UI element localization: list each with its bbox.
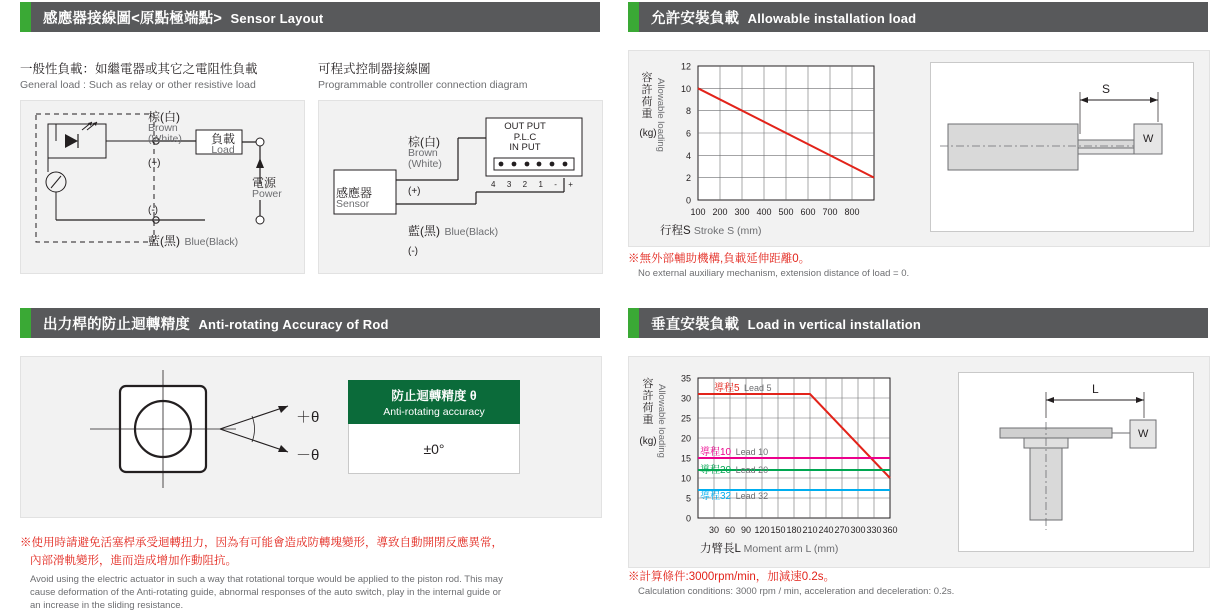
anti-rotating-diagram	[20, 356, 340, 516]
x-axis-cn-text: 行程S	[660, 225, 691, 237]
svg-text:500: 500	[778, 207, 794, 217]
svg-text:30: 30	[708, 525, 720, 535]
panel-title-allowable-load	[639, 7, 916, 28]
legend-lead-20-en: Lead 20	[735, 465, 769, 475]
svg-text:35: 35	[680, 373, 691, 384]
blue-black-label-left	[148, 232, 238, 250]
terminal-2: 2	[522, 180, 528, 189]
svg-text:8: 8	[685, 106, 691, 117]
theta-minus-label: －θ	[296, 447, 320, 464]
brown-white-label-right	[408, 137, 442, 170]
svg-text:12: 12	[680, 61, 691, 72]
terminal-plus: +	[568, 180, 573, 189]
terminal-minus: -	[554, 180, 557, 189]
legend-lead-10-cn: 導程10	[700, 447, 732, 458]
stroke-dimension-label: S	[1102, 82, 1111, 96]
general-load-caption-cn: 一般性負載：如繼電器或其它之電阻性負載	[20, 62, 258, 76]
anti-rotating-note	[20, 534, 602, 612]
plc-labels	[490, 122, 560, 154]
brown-white-label-left	[148, 112, 182, 145]
plc-caption-en: Programmable controller connection diagram	[318, 79, 528, 91]
panel-title-en: Allowable installation load	[747, 10, 917, 26]
load-box-label	[200, 134, 246, 156]
svg-text:700: 700	[822, 207, 838, 217]
allowable-load-x-axis	[660, 222, 762, 238]
anti-rotating-note-en-2: cause deformation of the Anti-rotating guide, abnormal responses of the auto switch, play in the internal guide or	[30, 587, 502, 598]
y-axis-unit-text: (kg)	[639, 436, 657, 447]
panel-title-cn: 出力桿的防止迴轉精度	[43, 316, 190, 333]
legend-lead-32	[700, 486, 768, 504]
brown-label-en-right: Brown	[408, 147, 438, 159]
svg-text:4: 4	[685, 150, 691, 161]
svg-text:300: 300	[734, 207, 750, 217]
svg-text:0: 0	[685, 195, 691, 206]
header-accent-bar	[628, 2, 639, 32]
legend-lead-10-en: Lead 10	[735, 447, 769, 457]
general-load-caption	[20, 59, 258, 91]
terminal-4: 4	[491, 180, 496, 189]
vertical-load-note-cn: ※計算條件:3000rpm/min，加減速0.2s。	[628, 571, 836, 583]
anti-rotating-card-value-box	[348, 424, 520, 474]
allowable-load-chart	[628, 50, 928, 245]
panel-title-sensor-layout	[31, 7, 323, 28]
panel-title-en: Sensor Layout	[230, 10, 324, 26]
brown-label-cn-right: 棕(白)	[408, 135, 440, 149]
panel-title-en: Anti-rotating Accuracy of Rod	[198, 316, 389, 332]
header-accent-bar	[20, 308, 31, 338]
panel-title-cn: 感應器接線圖<原點極端點>	[43, 10, 223, 27]
svg-text:90: 90	[740, 525, 752, 535]
vertical-load-x-axis	[700, 540, 838, 556]
vertical-load-note	[628, 568, 954, 597]
plc-input-label: IN PUT	[509, 142, 541, 153]
plc-caption	[318, 59, 528, 91]
power-label-en: Power	[252, 188, 282, 200]
svg-text:400: 400	[756, 207, 772, 217]
y-axis-cn-text: 容許荷重	[641, 72, 653, 120]
svg-text:10: 10	[680, 473, 691, 484]
svg-text:60: 60	[724, 525, 736, 535]
plc-caption-cn: 可程式控制器接線圖	[318, 62, 431, 76]
svg-text:25: 25	[680, 413, 691, 424]
svg-text:800: 800	[844, 207, 860, 217]
vertical-load-y-axis-cn	[641, 378, 655, 426]
blue-label-cn-right: 藍(黑)	[408, 224, 440, 238]
svg-text:0: 0	[685, 513, 691, 524]
svg-text:5: 5	[685, 493, 691, 504]
legend-lead-32-cn: 導程32	[700, 491, 732, 502]
vertical-load-note-en: Calculation conditions: 3000 rpm / min, acceleration and deceleration: 0.2s.	[638, 586, 955, 597]
weight-label: W	[1143, 133, 1154, 145]
brown-label-en: Brown	[148, 122, 178, 134]
theta-plus-label: ＋θ	[296, 409, 320, 426]
anti-rotating-note-en-1: Avoid using the electric actuator in such a way that rotational torque would be applied to the piston rod. This may	[30, 574, 503, 585]
anti-rotating-accuracy-value: ±0°	[423, 440, 445, 457]
allowable-load-note-en: No external auxiliary mechanism, extension distance of load = 0.	[638, 268, 910, 279]
svg-text:20: 20	[680, 433, 691, 444]
general-load-caption-en: General load : Such as relay or other resistive load	[20, 79, 256, 91]
panel-header-anti-rotating	[20, 308, 600, 338]
power-label-cn: 電源	[252, 176, 277, 190]
anti-rotating-note-en-3: an increase in the sliding resistance.	[30, 600, 184, 611]
svg-text:360: 360	[882, 525, 898, 535]
panel-title-anti-rotating	[31, 313, 389, 334]
svg-text:200: 200	[712, 207, 728, 217]
header-accent-bar	[20, 2, 31, 32]
x-axis-en-text: Stroke S (mm)	[693, 225, 762, 237]
svg-text:30: 30	[680, 393, 691, 404]
svg-text:15: 15	[680, 453, 691, 464]
allowable-load-y-axis-en: Allowable loading	[655, 78, 666, 152]
blue-label-cn: 藍(黑)	[148, 234, 180, 248]
legend-lead-20-cn: 導程20	[700, 465, 732, 476]
sensor-label-cn: 感應器	[336, 186, 373, 200]
svg-text:300: 300	[850, 525, 866, 535]
panel-header-allowable-load	[628, 2, 1208, 32]
blue-label-en: Blue(Black)	[184, 236, 239, 248]
terminal-1: 1	[538, 180, 543, 189]
legend-lead-32-en: Lead 32	[735, 491, 769, 501]
y-axis-unit-text: (kg)	[639, 128, 657, 139]
legend-lead-10	[700, 442, 768, 460]
anti-rotating-card-header	[348, 380, 520, 424]
x-axis-en-text: Moment arm L (mm)	[743, 543, 839, 555]
plc-terminal-numbers	[491, 180, 573, 189]
white-label-en-right: (White)	[408, 158, 442, 170]
legend-lead-5	[714, 378, 772, 396]
legend-lead-5-en: Lead 5	[744, 383, 772, 393]
allowable-load-note-cn: ※無外部輔助機構,負載延伸距離0。	[628, 253, 811, 265]
white-label-en: (White)	[148, 133, 182, 145]
svg-text:10: 10	[680, 83, 691, 94]
allowable-load-diagram	[930, 62, 1192, 230]
panel-title-en: Load in vertical installation	[747, 316, 922, 332]
anti-rotating-note-cn-2: 內部滑軌變形，進而造成增加作動阻抗。	[30, 555, 237, 567]
vertical-weight-label: W	[1138, 428, 1149, 440]
panel-title-cn: 允許安裝負載	[651, 10, 740, 27]
panel-title-cn: 垂直安裝負載	[651, 316, 740, 333]
svg-text:330: 330	[866, 525, 882, 535]
vertical-load-diagram	[958, 372, 1192, 550]
vertical-load-y-axis-unit	[638, 436, 658, 448]
svg-text:270: 270	[834, 525, 850, 535]
y-axis-cn-text: 容許荷重	[642, 378, 654, 426]
allowable-load-note	[628, 250, 909, 279]
legend-lead-5-cn: 導程5	[714, 383, 740, 394]
blue-black-label-right	[408, 222, 498, 240]
svg-text:150: 150	[770, 525, 786, 535]
svg-text:210: 210	[802, 525, 818, 535]
blue-label-en-right: Blue(Black)	[444, 226, 499, 238]
power-label	[252, 178, 282, 200]
sensor-label-group	[336, 188, 372, 210]
minus-sign-right: (-)	[408, 246, 418, 257]
terminal-3: 3	[506, 180, 512, 189]
sensor-label-en: Sensor	[336, 198, 370, 210]
vertical-load-chart	[628, 356, 948, 566]
svg-text:2: 2	[685, 173, 691, 184]
panel-header-sensor-layout	[20, 2, 600, 32]
vertical-load-y-axis-en: Allowable loading	[656, 384, 667, 458]
svg-text:240: 240	[818, 525, 834, 535]
anti-rotating-card-title-cn: 防止迴轉精度 θ	[391, 389, 477, 403]
brown-label-cn: 棕(白)	[148, 110, 180, 124]
load-label-en: Load	[211, 144, 235, 156]
moment-arm-dimension-label: L	[1092, 382, 1099, 396]
x-axis-cn-text: 力臂長L	[700, 543, 741, 555]
panel-header-vertical-load	[628, 308, 1208, 338]
legend-lead-20	[700, 460, 768, 478]
plus-sign-right: (+)	[408, 186, 421, 197]
allowable-load-y-axis-cn	[640, 72, 654, 120]
svg-text:100: 100	[690, 207, 706, 217]
anti-rotating-card-title-en: Anti-rotating accuracy	[383, 406, 485, 418]
header-accent-bar	[628, 308, 639, 338]
svg-text:6: 6	[685, 128, 691, 139]
plc-output-label: OUT PUT	[504, 121, 546, 132]
svg-text:120: 120	[754, 525, 770, 535]
anti-rotating-note-cn-1: ※使用時請避免活塞桿承受迴轉扭力，因為有可能會造成防轉塊變形，導致自動開閉反應異常，	[20, 537, 503, 549]
panel-title-vertical-load	[639, 313, 921, 334]
svg-text:600: 600	[800, 207, 816, 217]
plus-sign-left: (+)	[148, 158, 161, 169]
load-label-cn: 負載	[210, 132, 235, 146]
plc-name-label: P.L.C	[513, 131, 537, 143]
svg-text:180: 180	[786, 525, 802, 535]
minus-sign-left: (-)	[148, 205, 158, 216]
